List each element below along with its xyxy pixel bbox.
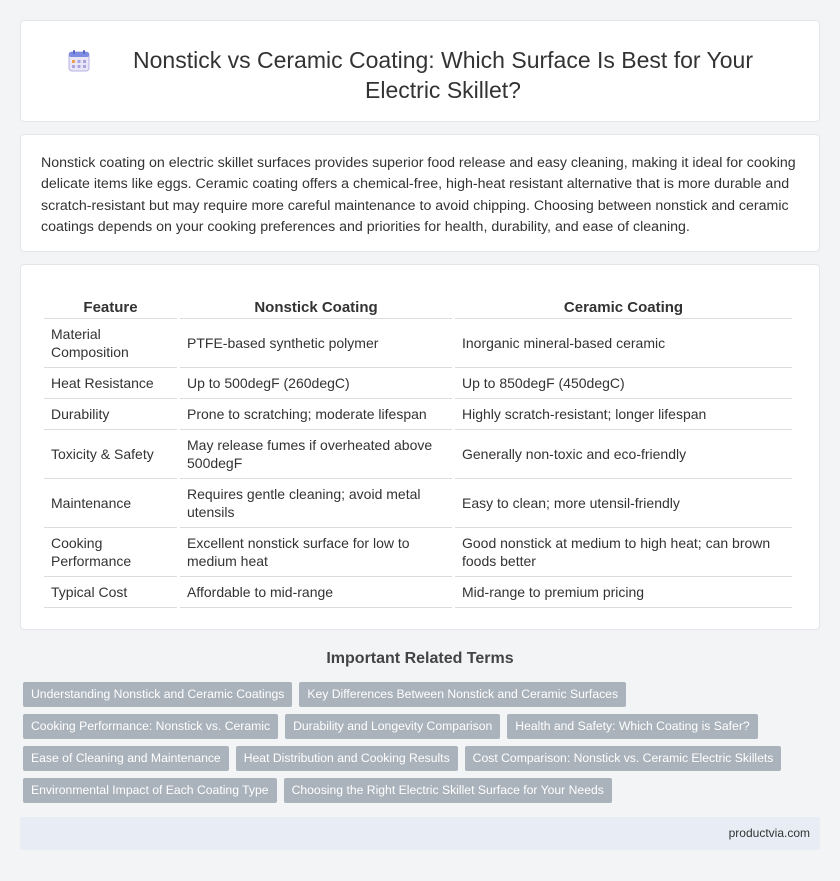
- table-cell-ceramic: Inorganic mineral-based ceramic: [455, 319, 792, 368]
- table-cell-nonstick: PTFE-based synthetic polymer: [180, 319, 452, 368]
- comparison-table: [41, 295, 795, 608]
- table-cell-ceramic: Good nonstick at medium to high heat; can brown foods better: [455, 528, 792, 577]
- intro-paragraph: Nonstick coating on electric skillet surfaces provides superior food release and easy cleaning, making it ideal for cooking delicate items like eggs. Ceramic coating offers a chemical-free, high-heat resistant alternative that is more durable and scratch-resistant but may require more careful maintenance to avoid chipping. Choosing between nonstick and ceramic coatings depends on your cooking preferences and priorities for health, durability, and ease of cleaning.: [41, 155, 796, 235]
- related-term-tag[interactable]: Cost Comparison: Nonstick vs. Ceramic Electric Skillets: [465, 746, 782, 771]
- table-row: [44, 479, 792, 528]
- column-header-nonstick: Nonstick Coating: [180, 295, 452, 319]
- table-cell-feature: Heat Resistance: [44, 368, 177, 399]
- column-header-ceramic: Ceramic Coating: [455, 295, 792, 319]
- table-row: [44, 319, 792, 368]
- table-cell-nonstick: Affordable to mid-range: [180, 577, 452, 608]
- header-card: [20, 20, 820, 122]
- table-cell-nonstick: Prone to scratching; moderate lifespan: [180, 399, 452, 430]
- table-cell-nonstick: Excellent nonstick surface for low to medium heat: [180, 528, 452, 577]
- related-term-tag[interactable]: Choosing the Right Electric Skillet Surface for Your Needs: [284, 778, 612, 803]
- table-cell-feature: Durability: [44, 399, 177, 430]
- table-header-row: [44, 295, 792, 319]
- table-cell-nonstick: Requires gentle cleaning; avoid metal utensils: [180, 479, 452, 528]
- page-title: Nonstick vs Ceramic Coating: Which Surface Is Best for Your Electric Skillet?: [133, 47, 753, 103]
- column-header-feature: Feature: [44, 295, 177, 319]
- related-term-tag[interactable]: Ease of Cleaning and Maintenance: [23, 746, 229, 771]
- table-cell-ceramic: Generally non-toxic and eco-friendly: [455, 430, 792, 479]
- related-term-tag[interactable]: Health and Safety: Which Coating is Safer?: [507, 714, 757, 739]
- footer: [20, 817, 820, 850]
- related-term-tag[interactable]: Understanding Nonstick and Ceramic Coatings: [23, 682, 292, 707]
- table-row: [44, 577, 792, 608]
- related-term-tag[interactable]: Environmental Impact of Each Coating Type: [23, 778, 277, 803]
- table-cell-ceramic: Highly scratch-resistant; longer lifespan: [455, 399, 792, 430]
- table-cell-ceramic: Mid-range to premium pricing: [455, 577, 792, 608]
- related-term-tag[interactable]: Cooking Performance: Nonstick vs. Ceramic: [23, 714, 278, 739]
- calendar-icon: [67, 49, 91, 73]
- table-row: [44, 368, 792, 399]
- table-cell-feature: Toxicity & Safety: [44, 430, 177, 479]
- table-cell-feature: Maintenance: [44, 479, 177, 528]
- intro-card: [20, 134, 820, 252]
- related-terms-title: Important Related Terms: [326, 650, 514, 667]
- comparison-table-card: [20, 264, 820, 630]
- table-row: [44, 528, 792, 577]
- table-row: [44, 430, 792, 479]
- table-cell-feature: Material Composition: [44, 319, 177, 368]
- related-terms-list: [23, 682, 803, 810]
- table-cell-nonstick: May release fumes if overheated above 500degF: [180, 430, 452, 479]
- related-term-tag[interactable]: Heat Distribution and Cooking Results: [236, 746, 458, 771]
- table-cell-ceramic: Easy to clean; more utensil-friendly: [455, 479, 792, 528]
- related-term-tag[interactable]: Durability and Longevity Comparison: [285, 714, 500, 739]
- table-row: [44, 399, 792, 430]
- footer-site-link[interactable]: productvia.com: [728, 826, 810, 840]
- table-cell-feature: Cooking Performance: [44, 528, 177, 577]
- table-cell-nonstick: Up to 500degF (260degC): [180, 368, 452, 399]
- related-term-tag[interactable]: Key Differences Between Nonstick and Ceramic Surfaces: [299, 682, 626, 707]
- table-cell-ceramic: Up to 850degF (450degC): [455, 368, 792, 399]
- table-cell-feature: Typical Cost: [44, 577, 177, 608]
